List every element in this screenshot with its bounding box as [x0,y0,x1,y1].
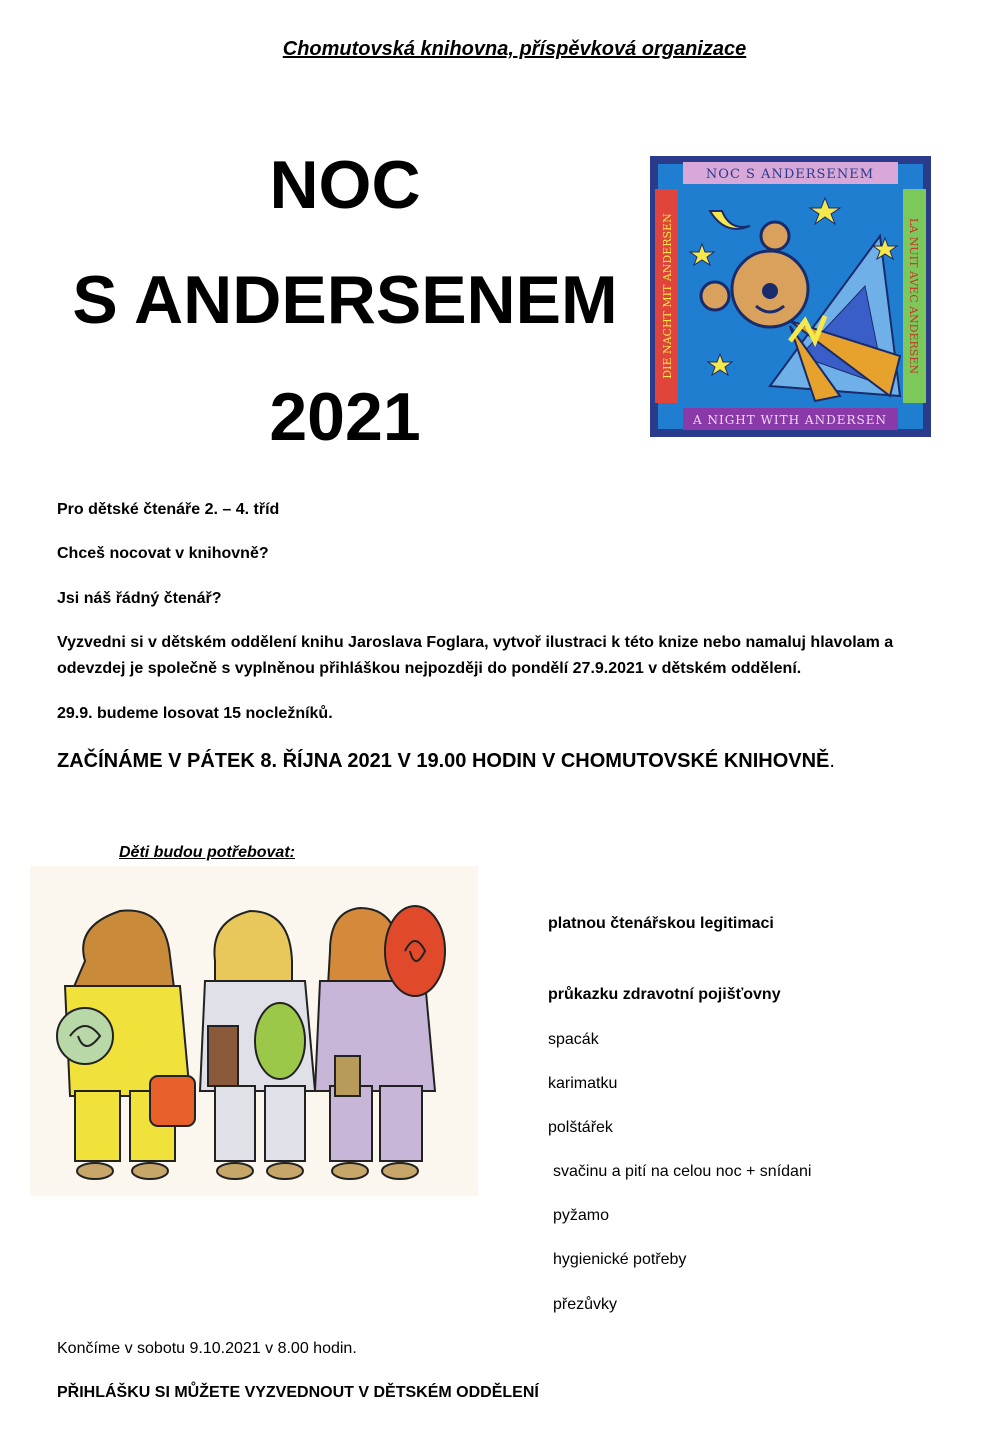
logo-top-text: NOC S ANDERSENEM [705,167,875,182]
title-noc: NOC [269,147,421,223]
needs-title: Děti budou potřebovat: [119,844,295,861]
instructions-line-2: odevzdej je společně s vyplněnou přihláškou nejpozději do pondělí 27.9.2021 v dětském oddělení. [57,660,802,677]
need-item: spacák [548,1031,599,1048]
need-item: hygienické potřeby [553,1251,687,1268]
audience-text: Pro dětské čtenáře 2. – 4. tříd [57,501,280,518]
question-1: Chceš nocovat v knihovně? [57,545,269,562]
children-pyjamas-illustration [30,866,478,1196]
need-item: pyžamo [553,1207,610,1224]
logo-left-text: DIE NACHT MIT ANDERSEN [661,213,674,379]
need-item: polštářek [548,1119,613,1136]
need-item: karimatku [548,1075,618,1092]
draw-announcement: 29.9. budeme losovat 15 nocležníků. [57,705,333,722]
need-item: přezůvky [553,1296,618,1313]
title-andersen: S ANDERSENEM [72,262,618,338]
organization-header: Chomutovská knihovna, příspěvková organizace [282,38,747,60]
start-announcement: ZAČÍNÁME V PÁTEK 8. ŘÍJNA 2021 V 19.00 HODIN V CHOMUTOVSKÉ KNIHOVNĚ. [57,750,835,772]
need-item: svačinu a pití na celou noc + snídani [553,1163,812,1180]
need-item: platnou čtenářskou legitimaci [548,915,774,932]
title-year: 2021 [269,379,421,455]
application-note: PŘIHLÁŠKU SI MŮŽETE VYZVEDNOUT V DĚTSKÉM ODDĚLENÍ [57,1384,539,1401]
question-2: Jsi náš řádný čtenář? [57,590,222,607]
instructions-line-1: Vyzvedni si v dětském oddělení knihu Jaroslava Foglara, vytvoř ilustraci k této knize nebo namaluj hlavolam a [57,634,894,651]
end-time-text: Končíme v sobotu 9.10.2021 v 8.00 hodin. [57,1340,357,1357]
need-item: průkazku zdravotní pojišťovny [548,986,781,1003]
logo-right-text: LA NUIT AVEC ANDERSEN [907,218,920,374]
noc-s-andersenem-logo [650,156,931,437]
logo-bottom-text: A NIGHT WITH ANDERSEN [692,413,888,427]
